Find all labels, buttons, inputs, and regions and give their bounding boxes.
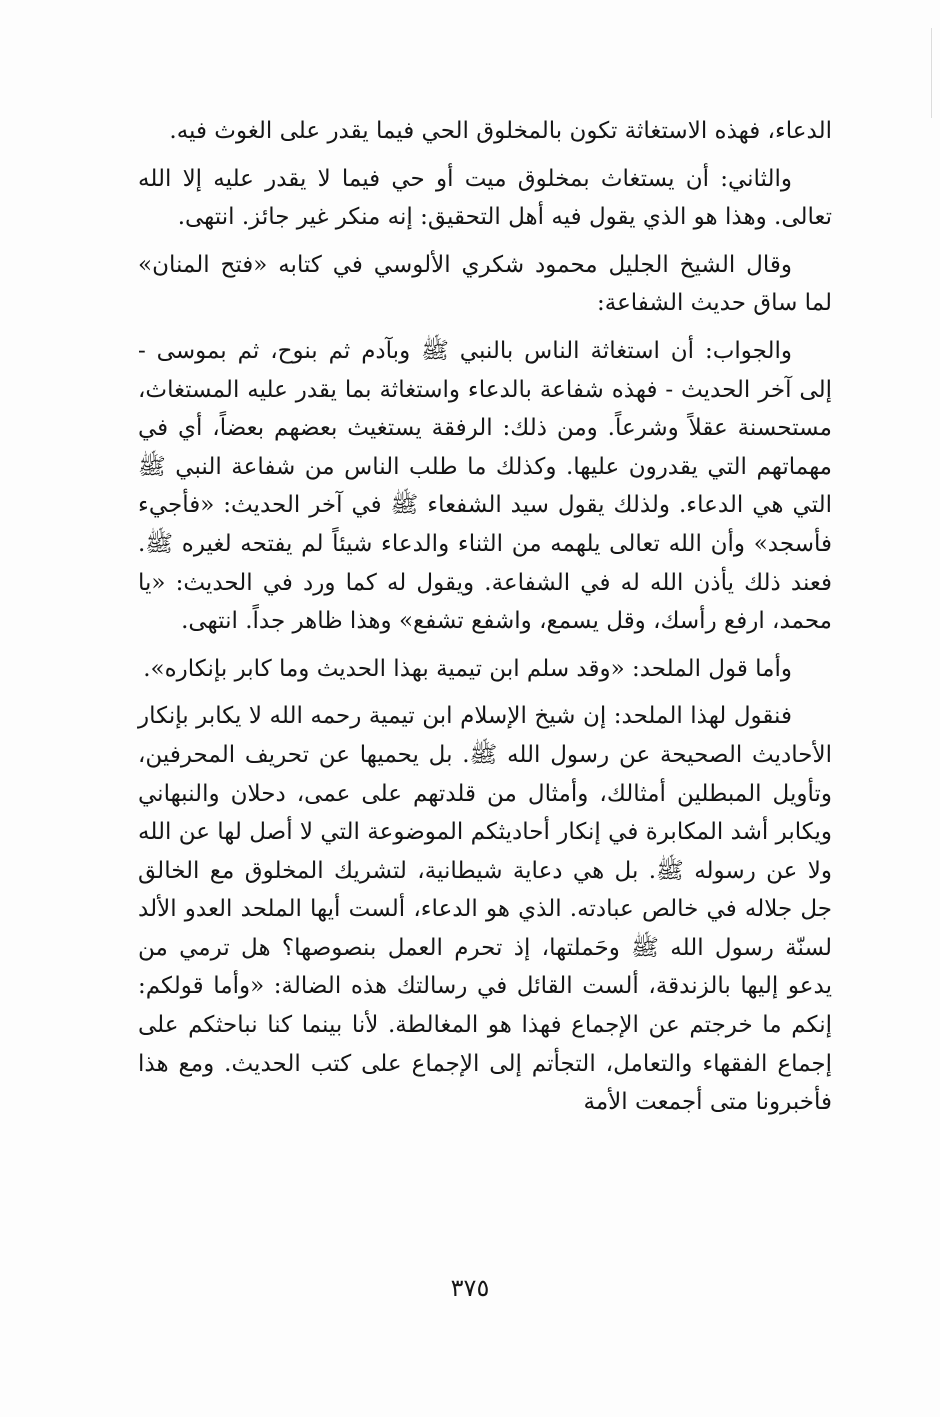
paragraph-3: وقال الشيخ الجليل محمود شكري الألوسي في كتابه «فتح المنان» لما ساق حديث الشفاعة: — [138, 251, 832, 317]
paragraph-1: الدعاء، فهذه الاستغاثة تكون بالمخلوق الحي فيما يقدر على الغوث فيه. — [169, 118, 832, 144]
scan-edge-mark — [931, 28, 932, 118]
paragraph-2: والثاني: أن يستغاث بمخلوق ميت أو حي فيما لا يقدر عليه إلا الله تعالى. وهذا هو الذي يقول فيه أهل التحقيق: إنه منكر غير جائز. انتهى. — [138, 165, 832, 231]
body-text — [138, 112, 832, 1131]
paragraph-5: وأما قول الملحد: «وقد سلم ابن تيمية بهذا الحديث وما كابر بإنكاره». — [143, 655, 792, 682]
paragraph-4: والجواب: أن استغاثة الناس بالنبي ﷺ وبآدم ثم بنوح، ثم بموسى - إلى آخر الحديث - فهذه شفاعة بالدعاء واستغاثة بما يقدر عليه المستغاث، مستحسنة عقلاً وشرعاً. ومن ذلك: الرفقة يستغيث بعضهم بعضاً، أي في مهماتهم التي يقدرون عليها. وكذلك ما طلب الناس من شفاعة النبي ﷺ التي هي الدعاء. ولذلك يقول سيد الشفعاء ﷺ في آخر الحديث: «فأجيء فأسجد» وأن الله تعالى يلهمه من الثناء والدعاء شيئاً لم يفتحه لغيره ﷺ. فعند ذلك يأذن الله له في الشفاعة. ويقول له كما ورد في الحديث: «يا محمد، ارفع رأسك، وقل يسمع، واشفع تشفع» وهذا ظاهر جداً. انتهى. — [138, 337, 832, 635]
page-number: ٣٧٥ — [450, 1274, 490, 1302]
paragraph-6: فنقول لهذا الملحد: إن شيخ الإسلام ابن تيمية رحمه الله لا يكابر بإنكار الأحاديث الصحيحة عن رسول الله ﷺ. بل يحميها عن تحريف المحرفين، وتأويل المبطلين أمثالك، وأمثال من قلدتهم على عمى، دحلان والنبهاني ويكابر أشد المكابرة في إنكار أحاديثكم الموضوعة التي لا أصل لها عن الله ولا عن رسوله ﷺ. بل هي دعاية شيطانية، لتشريك المخلوق مع الخالق جل جلاله في خالص عبادته. الذي هو الدعاء، ألست أيها الملحد العدو الألد لسنّة رسول الله ﷺ وحَملتها، إذ تحرم العمل بنصوصها؟ هل ترمي من يدعو إليها بالزندقة، ألست القائل في رسالتك هذه الضالة: «وأما قولكم: إنكم ما خرجتم عن الإجماع فهذا هو المغالطة. لأنا بينما كنا نباحثكم على إجماع الفقهاء والتعامل، التجأتم إلى الإجماع على كتب الحديث. ومع هذا فأخبرونا متى أجمعت الأمة — [138, 703, 832, 1116]
